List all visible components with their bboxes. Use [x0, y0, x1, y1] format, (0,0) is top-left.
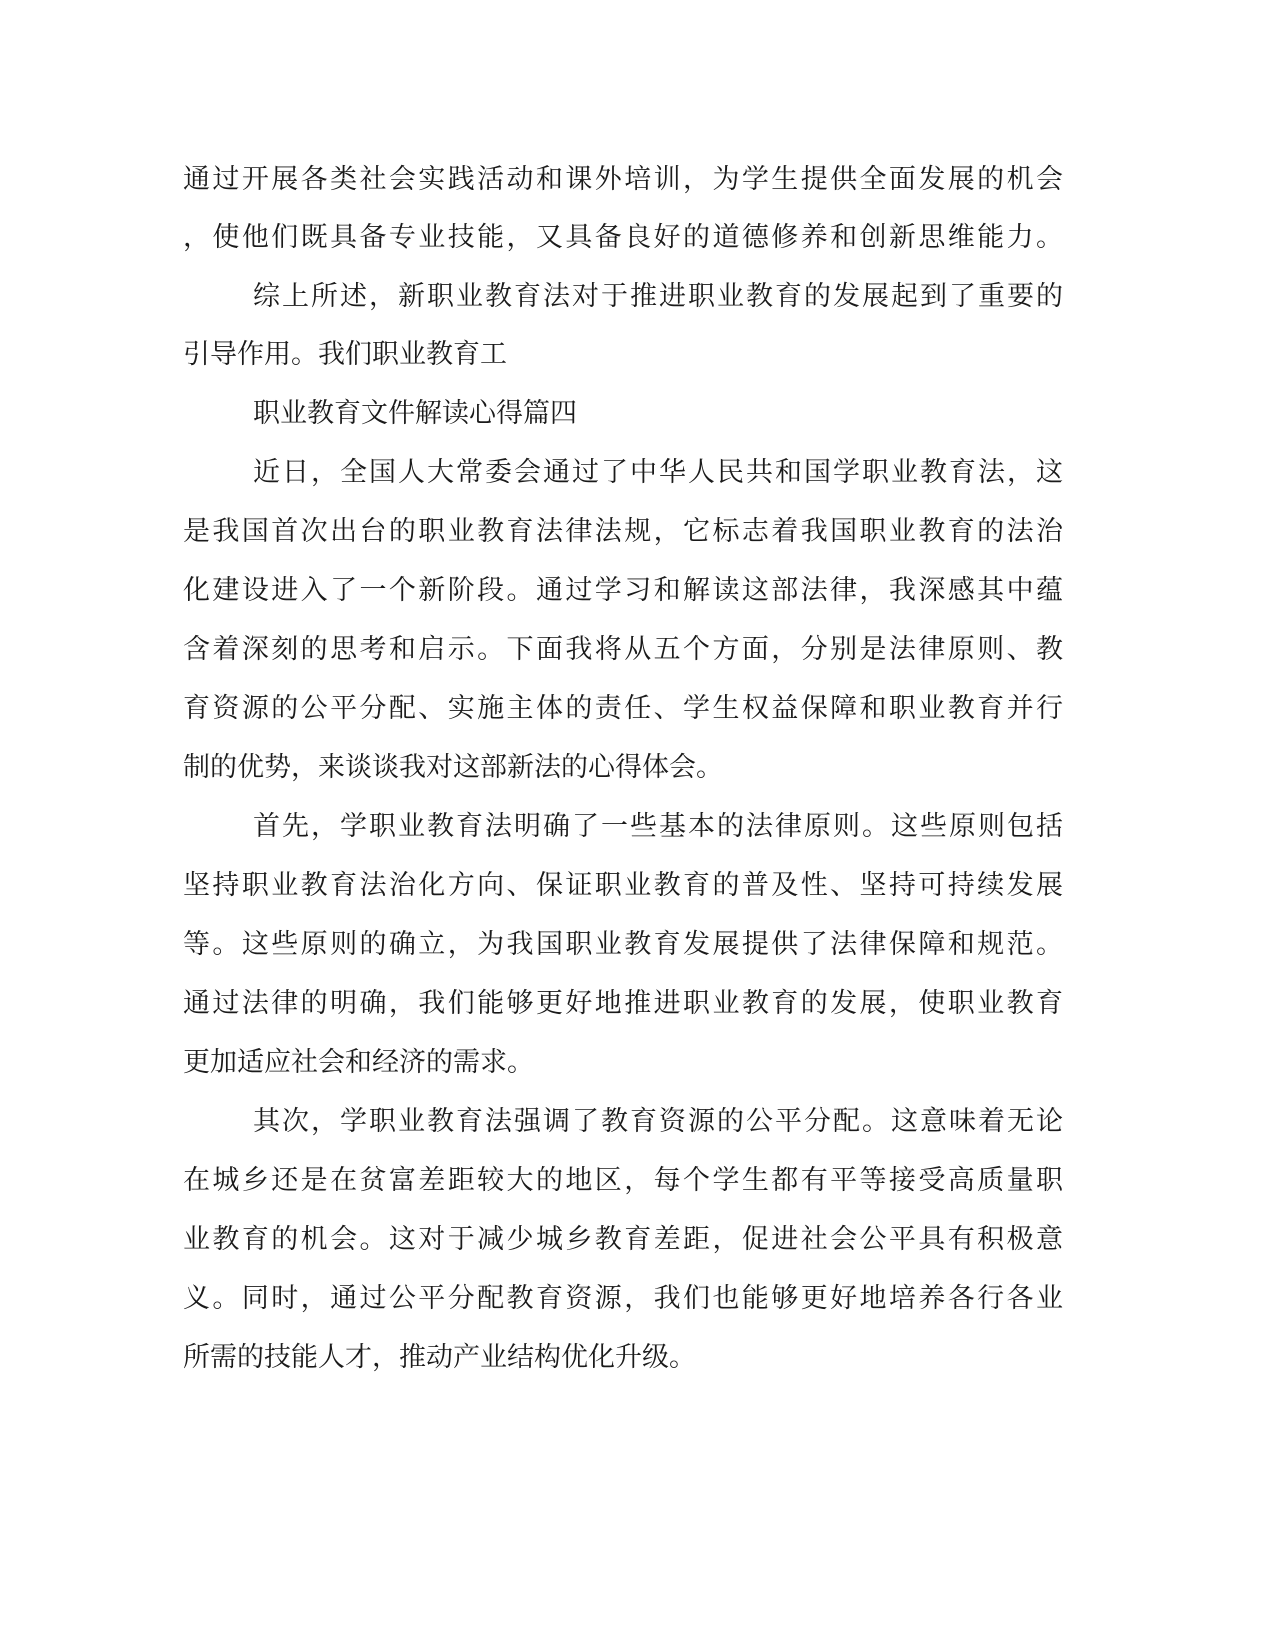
- paragraph-first-line: 综上所述，新职业教育法对于推进职业教育的发展起到了重要的: [253, 281, 1063, 312]
- text-line: 是我国首次出台的职业教育法律法规，它标志着我国职业教育的法治: [183, 516, 1063, 547]
- text-line: 含着深刻的思考和启示。下面我将从五个方面，分别是法律原则、教: [183, 634, 1063, 665]
- text-line: 在城乡还是在贫富差距较大的地区，每个学生都有平等接受高质量职: [183, 1165, 1063, 1196]
- paragraph-first-line: 其次，学职业教育法强调了教育资源的公平分配。这意味着无论: [253, 1106, 1063, 1137]
- text-line: 业教育的机会。这对于减少城乡教育差距，促进社会公平具有积极意: [183, 1224, 1063, 1255]
- text-line: 育资源的公平分配、实施主体的责任、学生权益保障和职业教育并行: [183, 693, 1063, 724]
- text-line: 义。同时，通过公平分配教育资源，我们也能够更好地培养各行各业: [183, 1283, 1063, 1314]
- text-line: 坚持职业教育法治化方向、保证职业教育的普及性、坚持可持续发展: [183, 870, 1063, 901]
- text-line: 所需的技能人才，推动产业结构优化升级。: [183, 1342, 696, 1373]
- text-line: 制的优势，来谈谈我对这部新法的心得体会。: [183, 752, 723, 783]
- text-line: 更加适应社会和经济的需求。: [183, 1047, 534, 1078]
- text-line: 通过开展各类社会实践活动和课外培训，为学生提供全面发展的机会: [183, 164, 1063, 195]
- text-line: 化建设进入了一个新阶段。通过学习和解读这部法律，我深感其中蕴: [183, 575, 1063, 606]
- text-line: 通过法律的明确，我们能够更好地推进职业教育的发展，使职业教育: [183, 988, 1063, 1019]
- text-line: 引导作用。我们职业教育工: [183, 339, 507, 370]
- paragraph-first-line: 首先，学职业教育法明确了一些基本的法律原则。这些原则包括: [253, 811, 1063, 842]
- text-line: ，使他们既具备专业技能，又具备良好的道德修养和创新思维能力。: [183, 222, 1063, 253]
- section-heading: 职业教育文件解读心得篇四: [253, 398, 577, 429]
- text-line: 等。这些原则的确立，为我国职业教育发展提供了法律保障和规范。: [183, 929, 1063, 960]
- paragraph-first-line: 近日，全国人大常委会通过了中华人民共和国学职业教育法，这: [253, 457, 1063, 488]
